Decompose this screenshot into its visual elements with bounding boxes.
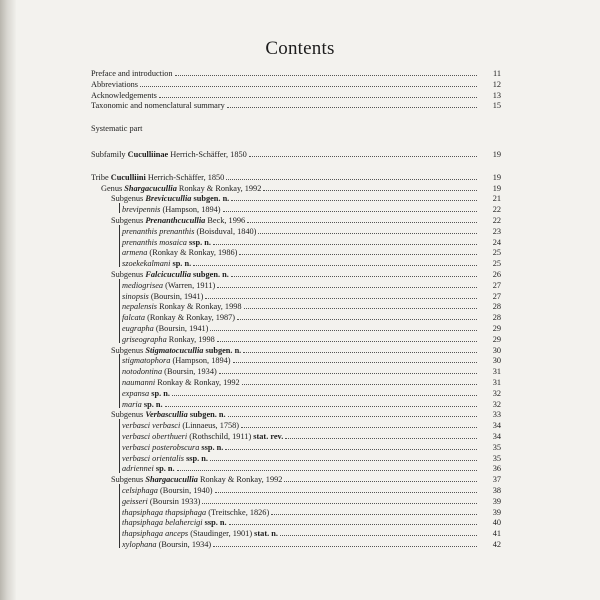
dot-leader	[244, 301, 477, 309]
entry-label: verbasci posterobscura ssp. n.	[122, 442, 224, 452]
dot-leader	[165, 399, 477, 407]
dot-leader	[193, 258, 477, 266]
page-number: 39	[492, 496, 501, 506]
page-number: 36	[492, 464, 501, 474]
entry-label: celsiphaga (Boursin, 1940)	[122, 485, 213, 495]
entry-label: brevipennis (Hampson, 1894)	[122, 205, 221, 215]
entry-label: Subfamily Cuculliinae Herrich-Schäffer, 1850	[91, 150, 247, 159]
page-number: 31	[492, 367, 501, 377]
toc-subfamily[interactable]	[91, 149, 501, 159]
dot-leader	[243, 345, 477, 353]
entry-label: prenanthis prenanthis (Boisduval, 1840)	[122, 226, 257, 236]
entry-label: armena (Ronkay & Ronkay, 1986)	[122, 248, 238, 258]
toc-species[interactable]	[122, 301, 501, 311]
dot-leader	[223, 204, 477, 212]
toc-species[interactable]	[122, 258, 501, 268]
toc-species[interactable]	[122, 517, 501, 527]
toc-species[interactable]	[122, 496, 501, 506]
entry-label: szoekekalmani sp. n.	[122, 259, 192, 269]
dot-leader	[175, 68, 477, 76]
dot-leader	[271, 507, 477, 515]
entry-label: griseographa Ronkay, 1998	[122, 334, 215, 344]
toc-species[interactable]	[122, 355, 501, 365]
entry-label: verbasci oberthueri (Rothschild, 1911) stat. rev.	[122, 431, 284, 441]
page-number: 12	[492, 79, 501, 89]
page-number: 35	[492, 453, 501, 463]
toc-species[interactable]	[122, 204, 501, 214]
toc-entry[interactable]	[91, 90, 501, 100]
page-number: 27	[492, 280, 501, 290]
dot-leader	[227, 100, 477, 108]
dot-leader	[239, 247, 477, 255]
dot-leader	[242, 377, 477, 385]
toc-subgenus[interactable]	[111, 345, 501, 355]
toc-species[interactable]	[122, 539, 501, 549]
toc-species[interactable]	[122, 377, 501, 387]
dot-leader	[285, 431, 477, 439]
species-bracket-line	[119, 484, 120, 548]
dot-leader	[247, 215, 477, 223]
toc-species[interactable]	[122, 280, 501, 290]
toc-species[interactable]	[122, 485, 501, 495]
toc-subgenus[interactable]	[111, 269, 501, 279]
page-number: 31	[492, 377, 501, 387]
entry-label: Systematic part	[91, 124, 143, 134]
entry-label: thapsiphaga anceps (Staudinger, 1901) stat. n.	[122, 529, 278, 539]
dot-leader	[177, 463, 477, 471]
entry-label: thapsiphaga belahercigi ssp. n.	[122, 518, 227, 528]
entry-label: adriennei sp. n.	[122, 464, 175, 474]
species-bracket-line	[119, 279, 120, 343]
entry-label: Tribe Cuculliini Herrich-Schäffer, 1850	[91, 172, 225, 182]
dot-leader	[237, 312, 477, 320]
toc-species[interactable]	[122, 247, 501, 257]
page-number: 30	[492, 356, 501, 366]
entry-label: maria sp. n.	[122, 399, 163, 409]
entry-label: mediogrisea (Warren, 1911)	[122, 280, 216, 290]
page-number: 32	[492, 388, 501, 398]
toc-species[interactable]	[122, 463, 501, 473]
toc-species[interactable]	[122, 528, 501, 538]
toc-species[interactable]	[122, 420, 501, 430]
page-title: Contents	[265, 38, 335, 59]
page-number: 11	[493, 69, 501, 78]
dot-leader	[249, 149, 477, 157]
entry-label: Preface and introduction	[91, 69, 173, 78]
dot-leader	[231, 269, 477, 277]
species-bracket-line	[119, 203, 120, 213]
page-number: 22	[492, 205, 501, 215]
dot-leader	[226, 172, 477, 180]
entry-label: notodontina (Boursin, 1934)	[122, 367, 217, 377]
page-number: 24	[492, 237, 501, 247]
page-number: 41	[492, 529, 501, 539]
entry-label: prenanthis mosaica ssp. n.	[122, 237, 211, 247]
entry-label: Subgenus Stigmatocucullia subgen. n.	[111, 345, 242, 355]
entry-label: eugrapha (Boursin, 1941)	[122, 323, 209, 333]
dot-leader	[258, 226, 477, 234]
page-number: 28	[492, 302, 501, 312]
entry-label: xylophana (Boursin, 1934)	[122, 539, 212, 549]
dot-leader	[210, 323, 477, 331]
page-number: 38	[492, 485, 501, 495]
toc-entry[interactable]	[91, 68, 501, 78]
page-number: 33	[492, 410, 501, 420]
toc-species[interactable]	[122, 507, 501, 517]
entry-label: Subgenus Falcicucullia subgen. n.	[111, 269, 229, 279]
dot-leader	[229, 517, 477, 525]
dot-leader	[217, 280, 477, 288]
page-number: 27	[492, 291, 501, 301]
toc-species[interactable]	[122, 399, 501, 409]
page-number: 13	[492, 90, 501, 100]
page-number: 19	[492, 150, 501, 159]
page-number: 34	[492, 431, 501, 441]
toc-tribe[interactable]	[91, 172, 501, 182]
page-number: 28	[492, 313, 501, 323]
entry-label: sinopsis (Boursin, 1941)	[122, 291, 204, 301]
page-number: 29	[492, 323, 501, 333]
page-number: 34	[492, 421, 501, 431]
dot-leader	[280, 528, 477, 536]
entry-label: stigmatophora (Hampson, 1894)	[122, 356, 231, 366]
dot-leader	[202, 496, 477, 504]
page-number: 29	[492, 334, 501, 344]
page-number: 35	[492, 442, 501, 452]
dot-leader	[213, 237, 477, 245]
toc-species[interactable]	[122, 312, 501, 322]
dot-leader	[140, 79, 477, 87]
dot-leader	[217, 334, 477, 342]
page-number: 25	[492, 259, 501, 269]
dot-leader	[159, 90, 477, 98]
page-number: 25	[492, 248, 501, 258]
toc-species[interactable]	[122, 323, 501, 333]
species-bracket-line	[119, 354, 120, 408]
toc-subgenus[interactable]	[111, 409, 501, 419]
page-number: 15	[492, 101, 501, 111]
species-bracket-line	[119, 225, 120, 268]
toc-genus[interactable]	[101, 183, 501, 193]
page-number: 21	[492, 194, 501, 204]
page-number: 22	[492, 215, 501, 225]
entry-label: Subgenus Shargacucullia Ronkay & Ronkay, 1992	[111, 475, 283, 485]
entry-label: Taxonomic and nomenclatural summary	[91, 101, 225, 111]
section-heading[interactable]	[91, 124, 501, 134]
toc-species[interactable]	[122, 291, 501, 301]
toc-subgenus[interactable]	[111, 193, 501, 203]
entry-label: verbasci verbasci (Linnaeus, 1758)	[122, 421, 240, 431]
toc-entry[interactable]	[91, 100, 501, 110]
toc-species[interactable]	[122, 334, 501, 344]
toc-species[interactable]	[122, 453, 501, 463]
entry-label: naumanni Ronkay & Ronkay, 1992	[122, 377, 240, 387]
dot-leader	[241, 420, 477, 428]
page-number: 23	[492, 226, 501, 236]
entry-label: Abbreviations	[91, 79, 139, 89]
dot-leader	[225, 442, 477, 450]
entry-label: verbasci orientalis ssp. n.	[122, 453, 208, 463]
entry-label: Acknowledgements	[91, 90, 157, 100]
toc-subgenus[interactable]	[111, 215, 501, 225]
dot-leader	[215, 485, 477, 493]
toc-species[interactable]	[122, 237, 501, 247]
entry-label: expansa sp. n.	[122, 388, 170, 398]
toc-species[interactable]	[122, 226, 501, 236]
toc-subgenus[interactable]	[111, 474, 501, 484]
dot-leader	[284, 474, 477, 482]
page-number: 19	[492, 172, 501, 182]
dot-leader	[219, 366, 477, 374]
entry-label: Subgenus Prenanthcucullia Beck, 1996	[111, 215, 246, 225]
page-number: 40	[492, 518, 501, 528]
page-number: 32	[492, 399, 501, 409]
dot-leader	[263, 183, 477, 191]
entry-label: falcata (Ronkay & Ronkay, 1987)	[122, 313, 236, 323]
toc-species[interactable]	[122, 366, 501, 376]
dot-leader	[213, 539, 477, 547]
dot-leader	[210, 453, 477, 461]
page-number: 42	[492, 539, 501, 549]
entry-label: thapsiphaga thapsiphaga (Treitschke, 1826)	[122, 507, 270, 517]
species-bracket-line	[119, 419, 120, 473]
toc-species[interactable]	[122, 431, 501, 441]
dot-leader	[231, 193, 477, 201]
page-number: 19	[492, 183, 501, 193]
entry-label: Subgenus Brevicucullia subgen. n.	[111, 194, 230, 204]
page-number: 30	[492, 345, 501, 355]
page-number: 26	[492, 269, 501, 279]
entry-label: nepalensis Ronkay & Ronkay, 1998	[122, 302, 242, 312]
dot-leader	[172, 388, 477, 396]
entry-label: Genus Shargacucullia Ronkay & Ronkay, 1992	[101, 183, 262, 193]
dot-leader	[233, 355, 477, 363]
page-number: 39	[492, 507, 501, 517]
dot-leader	[205, 291, 477, 299]
entry-label: Subgenus Verbascullia subgen. n.	[111, 410, 226, 420]
toc-species[interactable]	[122, 388, 501, 398]
dot-leader	[228, 409, 477, 417]
toc-entry[interactable]	[91, 79, 501, 89]
toc-species[interactable]	[122, 442, 501, 452]
page-number: 37	[492, 475, 501, 485]
entry-label: geisseri (Boursin 1933)	[122, 496, 201, 506]
